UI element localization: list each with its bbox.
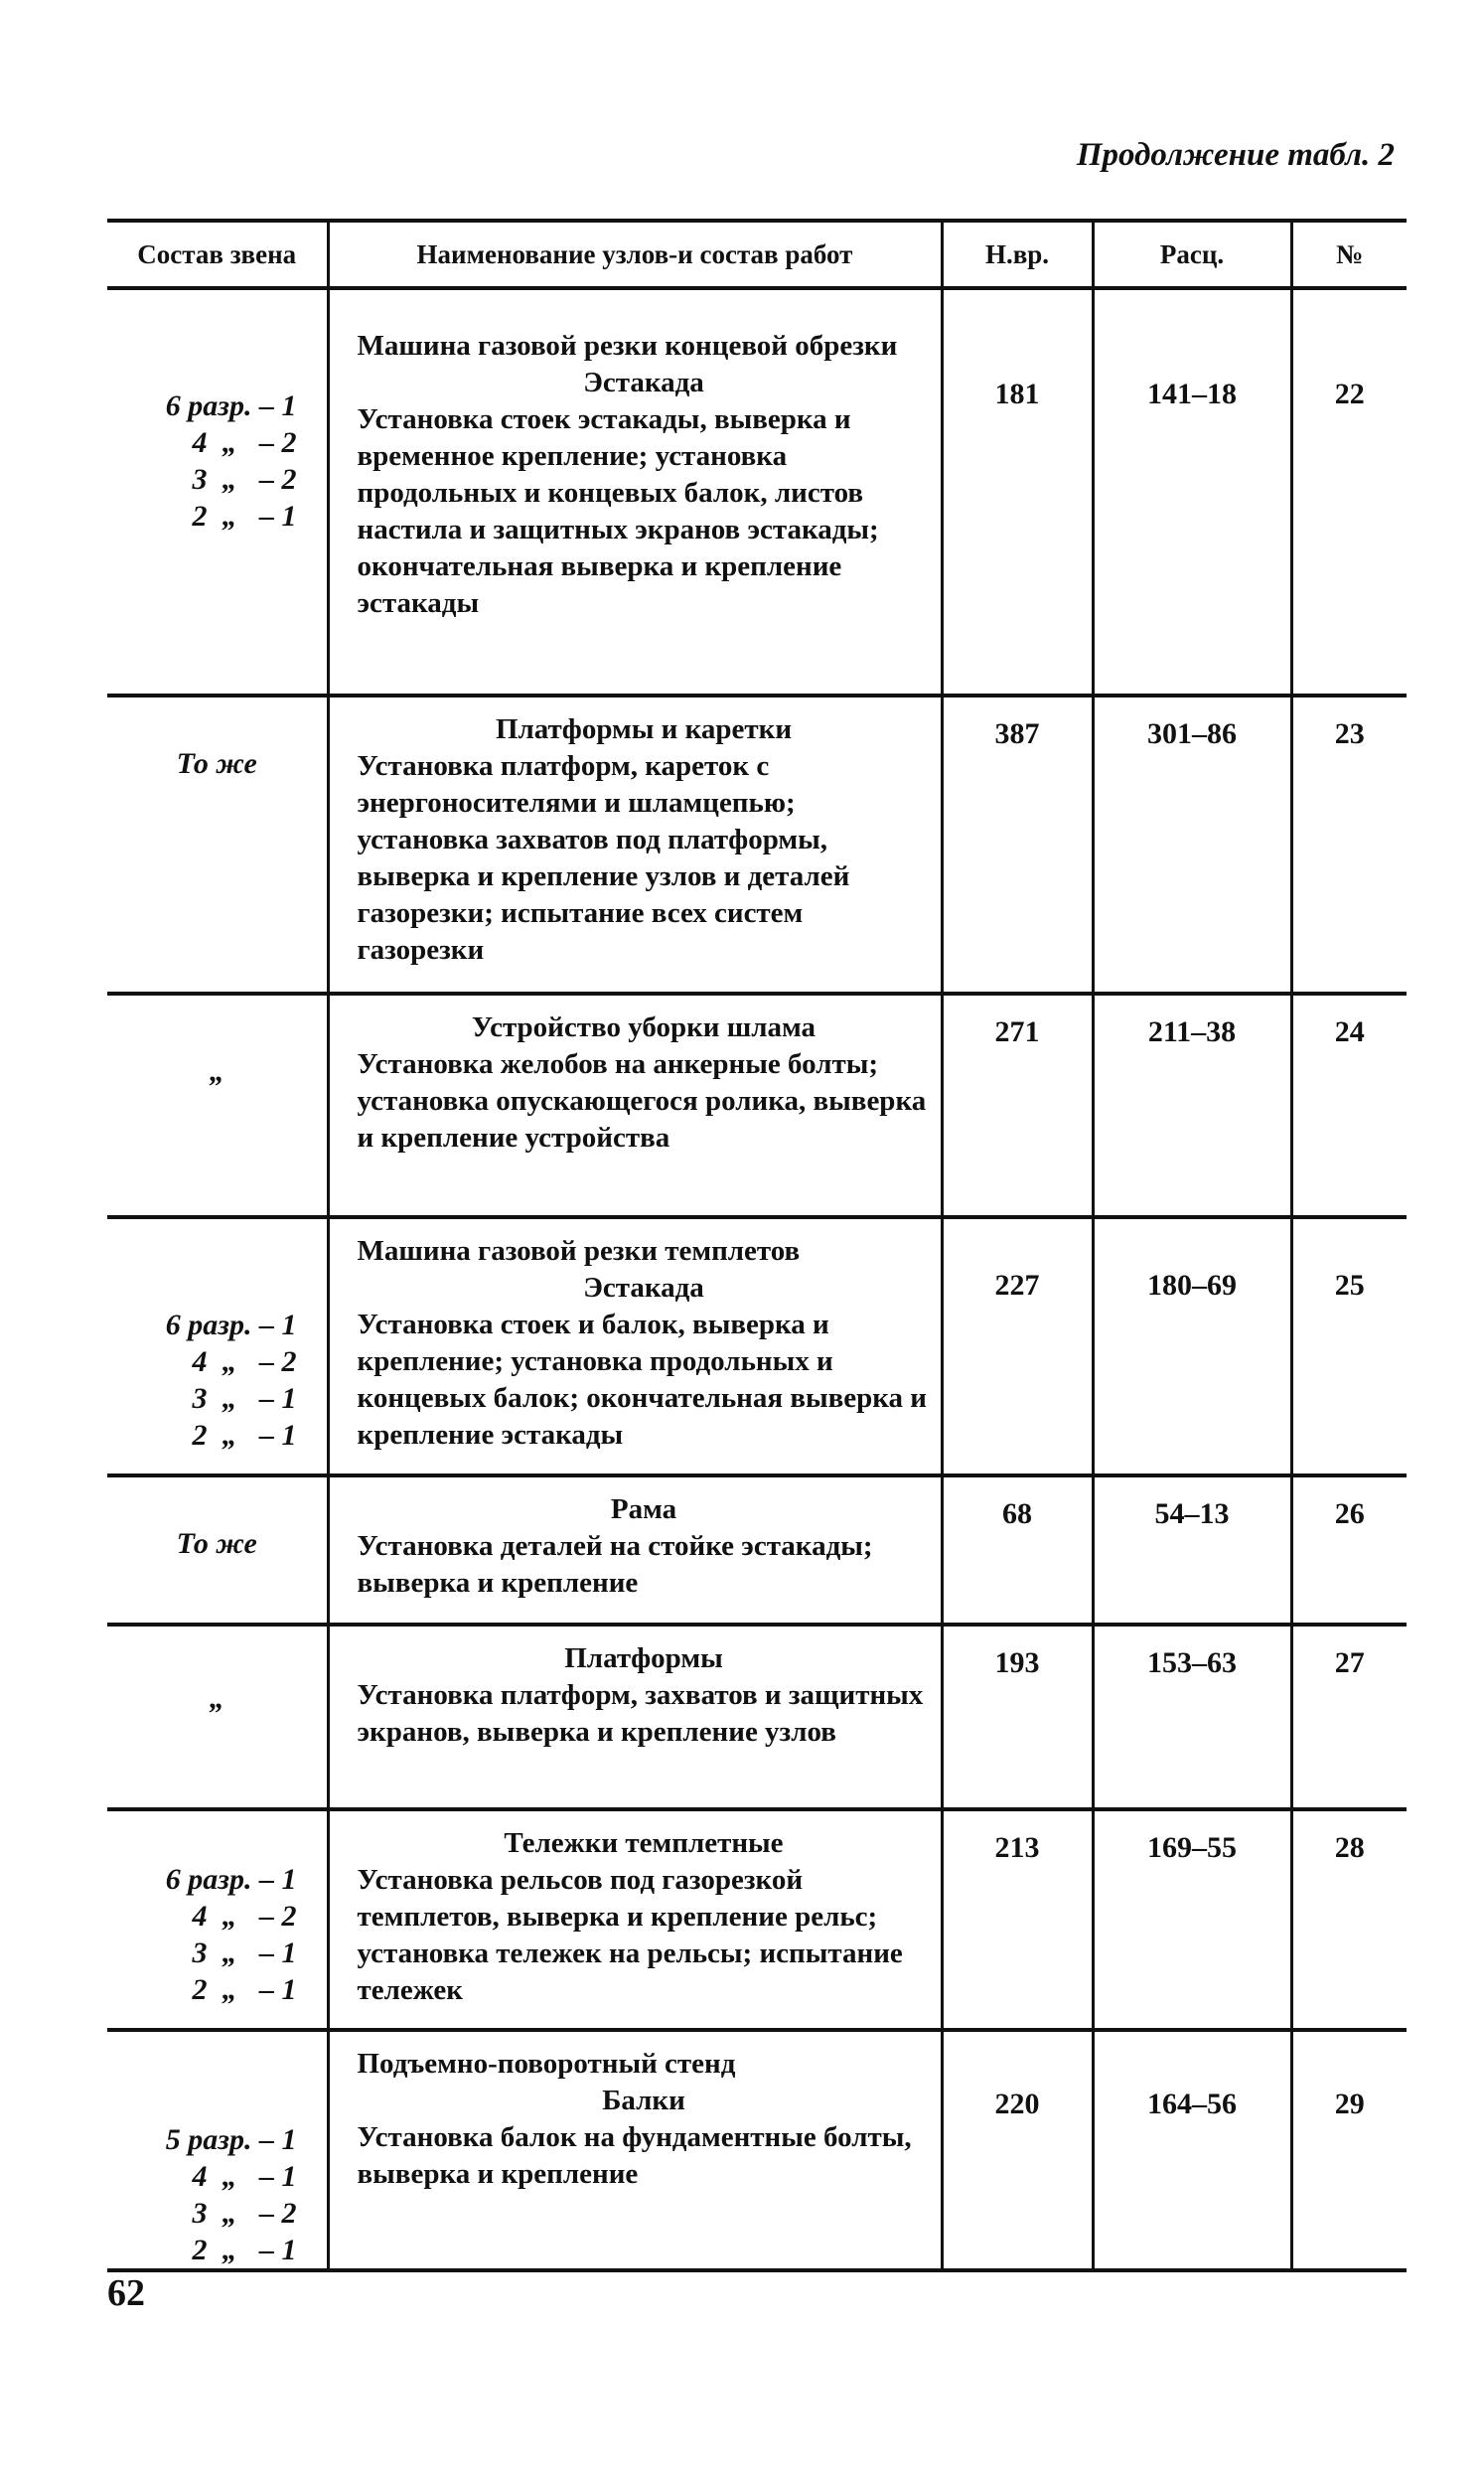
time-cell: 193 xyxy=(942,1625,1093,1809)
number-cell: 26 xyxy=(1291,1475,1407,1625)
composition-cell xyxy=(107,994,328,1217)
composition-line: 4 „ – 2 xyxy=(192,1900,297,1933)
price-cell: 169–55 xyxy=(1093,1809,1291,2030)
time-cell: 387 xyxy=(942,696,1093,994)
item-text: Установка деталей на стойке эстакады; выверка и крепление xyxy=(357,1530,873,1599)
composition-line: 3 „ – 2 xyxy=(192,463,297,496)
table-row xyxy=(107,1217,1407,1475)
page-number: 62 xyxy=(107,2272,145,2314)
composition-line: 3 „ – 1 xyxy=(192,1382,297,1415)
number-cell: 25 xyxy=(1291,1217,1407,1475)
composition-line: 2 „ – 1 xyxy=(192,500,297,533)
number-cell: 29 xyxy=(1291,2030,1407,2270)
number-cell: 28 xyxy=(1291,1809,1407,2030)
work-cell xyxy=(328,288,942,696)
composition-line: 4 „ – 2 xyxy=(192,1345,297,1378)
header-composition: Состав звена xyxy=(107,221,328,288)
composition-line: 6 разр. – 1 xyxy=(165,1309,297,1341)
same-as-above: „ xyxy=(209,1682,224,1715)
composition-line: 2 „ – 1 xyxy=(192,2234,297,2266)
table-row xyxy=(107,1475,1407,1625)
header-row xyxy=(107,221,1407,288)
work-cell xyxy=(328,2030,942,2270)
item-title: Машина газовой резки темплетов xyxy=(357,1235,801,1267)
work-cell xyxy=(328,1809,942,2030)
table-row xyxy=(107,2030,1407,2270)
composition-line: 5 разр. – 1 xyxy=(165,2123,297,2156)
composition-cell xyxy=(107,1475,328,1625)
composition-line: 6 разр. – 1 xyxy=(165,389,297,422)
price-cell: 301–86 xyxy=(1093,696,1291,994)
table-row xyxy=(107,1809,1407,2030)
work-cell xyxy=(328,994,942,1217)
price-cell: 141–18 xyxy=(1093,288,1291,696)
header-number: № xyxy=(1291,221,1407,288)
work-cell xyxy=(328,1475,942,1625)
item-subtitle: Эстакада xyxy=(583,367,704,398)
price-cell: 180–69 xyxy=(1093,1217,1291,1475)
number-cell: 22 xyxy=(1291,288,1407,696)
composition-cell xyxy=(107,2030,328,2270)
header-time: Н.вр. xyxy=(942,221,1093,288)
composition-line: 3 „ – 2 xyxy=(192,2197,297,2230)
same-as-above: То же xyxy=(176,1527,257,1560)
time-cell: 68 xyxy=(942,1475,1093,1625)
work-cell xyxy=(328,1217,942,1475)
item-text: Установка рельсов под газорезкой темплетов, выверка и крепление рельс; установка тележек на рельсы; испытание тележек xyxy=(357,1864,903,2006)
price-cell: 153–63 xyxy=(1093,1625,1291,1809)
item-text: Установка платформ, кареток с энергоносителями и шламцепью; установка захватов под платформы, выверка и крепление узлов и деталей газорезки; испытание всех систем газорезки xyxy=(357,750,850,966)
table-row xyxy=(107,696,1407,994)
time-cell: 227 xyxy=(942,1217,1093,1475)
composition-line: 2 „ – 1 xyxy=(192,1419,297,1452)
work-cell xyxy=(328,1625,942,1809)
time-cell: 213 xyxy=(942,1809,1093,2030)
price-cell: 164–56 xyxy=(1093,2030,1291,2270)
work-cell xyxy=(328,696,942,994)
item-title: Рама xyxy=(610,1493,677,1525)
work-norms-table xyxy=(107,219,1407,2272)
composition-line: 3 „ – 1 xyxy=(192,1937,297,1969)
composition-line: 6 разр. – 1 xyxy=(165,1863,297,1896)
item-subtitle: Балки xyxy=(602,2085,685,2116)
price-cell: 211–38 xyxy=(1093,994,1291,1217)
table-row xyxy=(107,1625,1407,1809)
item-text: Установка желобов на анкерные болты; установка опускающегося ролика, выверка и крепление устройства xyxy=(357,1048,927,1154)
item-title: Платформы xyxy=(564,1642,723,1674)
item-text: Установка стоек и балок, выверка и крепление; установка продольных и концевых балок; окончательная выверка и крепление эстакады xyxy=(357,1309,928,1451)
item-title: Машина газовой резки концевой обрезки xyxy=(357,330,898,362)
table-row xyxy=(107,288,1407,696)
composition-cell xyxy=(107,696,328,994)
composition-cell xyxy=(107,1217,328,1475)
composition-line: 4 „ – 2 xyxy=(192,426,297,459)
item-text: Установка балок на фундаментные болты, выверка и крепление xyxy=(357,2121,912,2190)
composition-line: 4 „ – 1 xyxy=(192,2160,297,2193)
same-as-above: „ xyxy=(209,1055,224,1088)
number-cell: 24 xyxy=(1291,994,1407,1217)
composition-cell xyxy=(107,288,328,696)
composition-cell xyxy=(107,1625,328,1809)
table-row xyxy=(107,994,1407,1217)
number-cell: 23 xyxy=(1291,696,1407,994)
header-price: Расц. xyxy=(1093,221,1291,288)
item-text: Установка стоек эстакады, выверка и временное крепление; установка продольных и концевых балок, листов настила и защитных экранов эстакады; окончательная выверка и крепление эстакады xyxy=(357,403,879,619)
item-title: Тележки темплетные xyxy=(504,1827,784,1859)
composition-line: 2 „ – 1 xyxy=(192,1973,297,2006)
price-cell: 54–13 xyxy=(1093,1475,1291,1625)
same-as-above: То же xyxy=(176,747,257,780)
time-cell: 220 xyxy=(942,2030,1093,2270)
item-text: Установка платформ, захватов и защитных экранов, выверка и крепление узлов xyxy=(357,1679,924,1748)
item-subtitle: Эстакада xyxy=(583,1272,704,1304)
header-name: Наименование узлов-и состав работ xyxy=(328,221,942,288)
composition-cell xyxy=(107,1809,328,2030)
time-cell: 271 xyxy=(942,994,1093,1217)
time-cell: 181 xyxy=(942,288,1093,696)
item-title: Платформы и каретки xyxy=(495,713,793,745)
number-cell: 27 xyxy=(1291,1625,1407,1809)
table-caption: Продолжение табл. 2 xyxy=(1076,137,1395,173)
item-title: Устройство уборки шлама xyxy=(471,1011,816,1043)
item-title: Подъемно-поворотный стенд xyxy=(357,2048,736,2080)
